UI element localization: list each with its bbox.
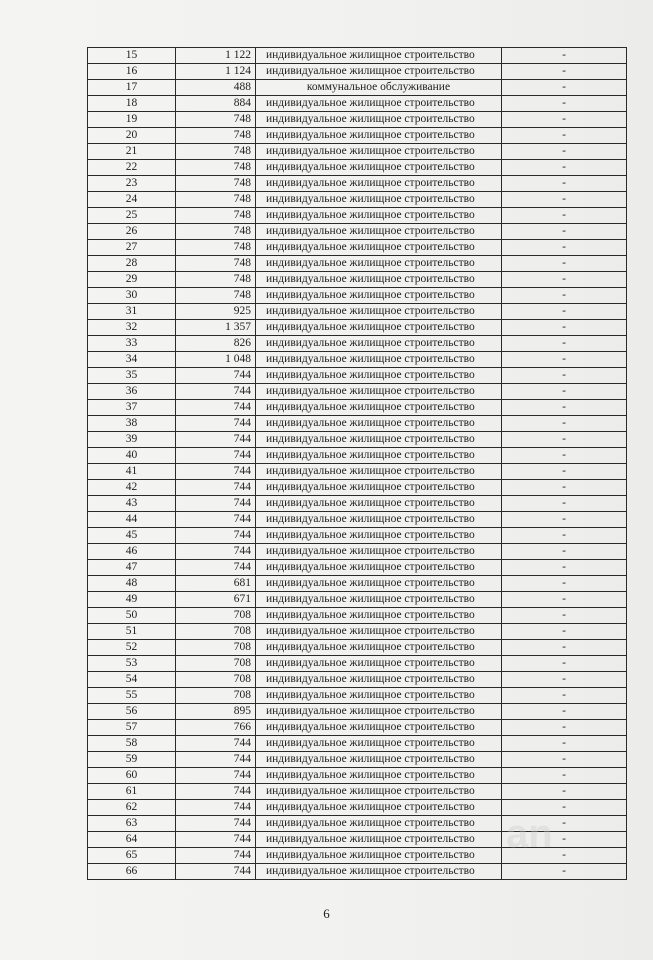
row-number-cell: 37 [88, 400, 176, 416]
table-row [88, 208, 627, 224]
table-row [88, 640, 627, 656]
land-use-cell: индивидуальное жилищное строительство [256, 864, 502, 880]
row-number-cell: 30 [88, 288, 176, 304]
note-cell: - [502, 336, 627, 352]
note-cell: - [502, 288, 627, 304]
area-cell: 744 [176, 736, 256, 752]
note-cell: - [502, 496, 627, 512]
land-use-cell: индивидуальное жилищное строительство [256, 528, 502, 544]
row-number-cell: 26 [88, 224, 176, 240]
area-cell: 744 [176, 384, 256, 400]
area-cell: 744 [176, 800, 256, 816]
note-cell: - [502, 48, 627, 64]
note-cell: - [502, 416, 627, 432]
table-row [88, 256, 627, 272]
note-cell: - [502, 80, 627, 96]
area-cell: 744 [176, 528, 256, 544]
note-cell: - [502, 768, 627, 784]
area-cell: 671 [176, 592, 256, 608]
land-use-cell: индивидуальное жилищное строительство [256, 608, 502, 624]
land-use-cell: индивидуальное жилищное строительство [256, 624, 502, 640]
row-number-cell: 45 [88, 528, 176, 544]
area-cell: 748 [176, 160, 256, 176]
note-cell: - [502, 304, 627, 320]
area-cell: 748 [176, 128, 256, 144]
land-plots-table [87, 47, 627, 880]
table-row [88, 624, 627, 640]
land-use-cell: индивидуальное жилищное строительство [256, 96, 502, 112]
area-cell: 708 [176, 640, 256, 656]
table-row [88, 688, 627, 704]
area-cell: 744 [176, 432, 256, 448]
land-use-cell: индивидуальное жилищное строительство [256, 336, 502, 352]
note-cell: - [502, 736, 627, 752]
row-number-cell: 36 [88, 384, 176, 400]
area-cell: 1 122 [176, 48, 256, 64]
table-row [88, 96, 627, 112]
land-use-cell: индивидуальное жилищное строительство [256, 400, 502, 416]
land-use-cell: индивидуальное жилищное строительство [256, 544, 502, 560]
land-use-cell: индивидуальное жилищное строительство [256, 240, 502, 256]
page-number: 6 [323, 906, 330, 921]
row-number-cell: 38 [88, 416, 176, 432]
table-row [88, 128, 627, 144]
land-use-cell: индивидуальное жилищное строительство [256, 736, 502, 752]
area-cell: 895 [176, 704, 256, 720]
area-cell: 744 [176, 368, 256, 384]
table-row [88, 800, 627, 816]
note-cell: - [502, 544, 627, 560]
table-row [88, 544, 627, 560]
row-number-cell: 15 [88, 48, 176, 64]
row-number-cell: 46 [88, 544, 176, 560]
note-cell: - [502, 224, 627, 240]
row-number-cell: 53 [88, 656, 176, 672]
note-cell: - [502, 480, 627, 496]
row-number-cell: 50 [88, 608, 176, 624]
area-cell: 744 [176, 496, 256, 512]
table-row [88, 864, 627, 880]
land-use-cell: индивидуальное жилищное строительство [256, 672, 502, 688]
row-number-cell: 42 [88, 480, 176, 496]
land-use-cell: индивидуальное жилищное строительство [256, 384, 502, 400]
table-row [88, 304, 627, 320]
table-row [88, 656, 627, 672]
row-number-cell: 21 [88, 144, 176, 160]
land-use-cell: индивидуальное жилищное строительство [256, 256, 502, 272]
row-number-cell: 40 [88, 448, 176, 464]
note-cell: - [502, 272, 627, 288]
land-use-cell: индивидуальное жилищное строительство [256, 720, 502, 736]
table-row [88, 528, 627, 544]
table-row [88, 848, 627, 864]
table-row [88, 336, 627, 352]
land-use-cell: индивидуальное жилищное строительство [256, 128, 502, 144]
area-cell: 744 [176, 480, 256, 496]
table-row [88, 320, 627, 336]
row-number-cell: 20 [88, 128, 176, 144]
land-use-cell: индивидуальное жилищное строительство [256, 368, 502, 384]
table-row [88, 576, 627, 592]
note-cell: - [502, 864, 627, 880]
row-number-cell: 51 [88, 624, 176, 640]
area-cell: 708 [176, 688, 256, 704]
land-use-cell: индивидуальное жилищное строительство [256, 752, 502, 768]
table-row [88, 480, 627, 496]
note-cell: - [502, 688, 627, 704]
area-cell: 766 [176, 720, 256, 736]
area-cell: 748 [176, 112, 256, 128]
land-use-cell: индивидуальное жилищное строительство [256, 832, 502, 848]
table-row [88, 832, 627, 848]
area-cell: 748 [176, 144, 256, 160]
row-number-cell: 58 [88, 736, 176, 752]
table-row [88, 112, 627, 128]
land-use-cell: индивидуальное жилищное строительство [256, 288, 502, 304]
land-use-cell: индивидуальное жилищное строительство [256, 480, 502, 496]
area-cell: 748 [176, 272, 256, 288]
row-number-cell: 62 [88, 800, 176, 816]
row-number-cell: 41 [88, 464, 176, 480]
note-cell: - [502, 464, 627, 480]
note-cell: - [502, 624, 627, 640]
area-cell: 744 [176, 544, 256, 560]
land-use-cell: индивидуальное жилищное строительство [256, 208, 502, 224]
land-use-cell: индивидуальное жилищное строительство [256, 816, 502, 832]
row-number-cell: 32 [88, 320, 176, 336]
note-cell: - [502, 720, 627, 736]
note-cell: - [502, 160, 627, 176]
table-row [88, 608, 627, 624]
area-cell: 748 [176, 192, 256, 208]
area-cell: 744 [176, 560, 256, 576]
row-number-cell: 64 [88, 832, 176, 848]
table-row [88, 224, 627, 240]
land-use-cell: индивидуальное жилищное строительство [256, 464, 502, 480]
row-number-cell: 65 [88, 848, 176, 864]
land-use-cell: индивидуальное жилищное строительство [256, 432, 502, 448]
area-cell: 884 [176, 96, 256, 112]
note-cell: - [502, 784, 627, 800]
table-row [88, 752, 627, 768]
area-cell: 1 124 [176, 64, 256, 80]
note-cell: - [502, 832, 627, 848]
table-row [88, 768, 627, 784]
note-cell: - [502, 640, 627, 656]
land-use-cell: индивидуальное жилищное строительство [256, 352, 502, 368]
row-number-cell: 54 [88, 672, 176, 688]
table-row [88, 448, 627, 464]
row-number-cell: 18 [88, 96, 176, 112]
row-number-cell: 43 [88, 496, 176, 512]
note-cell: - [502, 432, 627, 448]
row-number-cell: 61 [88, 784, 176, 800]
table-row [88, 80, 627, 96]
area-cell: 488 [176, 80, 256, 96]
table-row [88, 352, 627, 368]
note-cell: - [502, 208, 627, 224]
note-cell: - [502, 560, 627, 576]
land-use-cell: коммунальное обслуживание [256, 80, 502, 96]
row-number-cell: 31 [88, 304, 176, 320]
table-row [88, 736, 627, 752]
land-use-cell: индивидуальное жилищное строительство [256, 112, 502, 128]
row-number-cell: 44 [88, 512, 176, 528]
row-number-cell: 19 [88, 112, 176, 128]
area-cell: 925 [176, 304, 256, 320]
area-cell: 744 [176, 864, 256, 880]
table-row [88, 432, 627, 448]
area-cell: 744 [176, 464, 256, 480]
area-cell: 681 [176, 576, 256, 592]
land-use-cell: индивидуальное жилищное строительство [256, 576, 502, 592]
row-number-cell: 52 [88, 640, 176, 656]
table-row [88, 672, 627, 688]
table-row [88, 48, 627, 64]
note-cell: - [502, 320, 627, 336]
table-row [88, 592, 627, 608]
land-use-cell: индивидуальное жилищное строительство [256, 64, 502, 80]
area-cell: 708 [176, 624, 256, 640]
area-cell: 744 [176, 784, 256, 800]
row-number-cell: 56 [88, 704, 176, 720]
row-number-cell: 23 [88, 176, 176, 192]
land-use-cell: индивидуальное жилищное строительство [256, 848, 502, 864]
land-use-cell: индивидуальное жилищное строительство [256, 192, 502, 208]
note-cell: - [502, 400, 627, 416]
land-use-cell: индивидуальное жилищное строительство [256, 656, 502, 672]
row-number-cell: 29 [88, 272, 176, 288]
area-cell: 744 [176, 512, 256, 528]
table-row [88, 784, 627, 800]
table-row [88, 416, 627, 432]
area-cell: 744 [176, 752, 256, 768]
table-row [88, 720, 627, 736]
table-row [88, 192, 627, 208]
note-cell: - [502, 752, 627, 768]
table-row [88, 288, 627, 304]
row-number-cell: 35 [88, 368, 176, 384]
row-number-cell: 55 [88, 688, 176, 704]
area-cell: 826 [176, 336, 256, 352]
area-cell: 744 [176, 400, 256, 416]
note-cell: - [502, 368, 627, 384]
land-use-cell: индивидуальное жилищное строительство [256, 640, 502, 656]
row-number-cell: 25 [88, 208, 176, 224]
row-number-cell: 47 [88, 560, 176, 576]
note-cell: - [502, 176, 627, 192]
row-number-cell: 28 [88, 256, 176, 272]
land-use-cell: индивидуальное жилищное строительство [256, 176, 502, 192]
row-number-cell: 16 [88, 64, 176, 80]
note-cell: - [502, 64, 627, 80]
note-cell: - [502, 448, 627, 464]
area-cell: 748 [176, 224, 256, 240]
area-cell: 748 [176, 240, 256, 256]
table-row [88, 384, 627, 400]
row-number-cell: 59 [88, 752, 176, 768]
table-body [88, 48, 627, 880]
area-cell: 748 [176, 288, 256, 304]
row-number-cell: 22 [88, 160, 176, 176]
note-cell: - [502, 128, 627, 144]
note-cell: - [502, 528, 627, 544]
land-use-cell: индивидуальное жилищное строительство [256, 496, 502, 512]
table-row [88, 816, 627, 832]
note-cell: - [502, 848, 627, 864]
area-cell: 708 [176, 656, 256, 672]
note-cell: - [502, 96, 627, 112]
table-row [88, 240, 627, 256]
row-number-cell: 63 [88, 816, 176, 832]
table-row [88, 144, 627, 160]
note-cell: - [502, 656, 627, 672]
note-cell: - [502, 576, 627, 592]
row-number-cell: 17 [88, 80, 176, 96]
area-cell: 708 [176, 672, 256, 688]
area-cell: 748 [176, 256, 256, 272]
land-use-cell: индивидуальное жилищное строительство [256, 560, 502, 576]
note-cell: - [502, 816, 627, 832]
land-use-cell: индивидуальное жилищное строительство [256, 416, 502, 432]
land-use-cell: индивидуальное жилищное строительство [256, 48, 502, 64]
land-use-cell: индивидуальное жилищное строительство [256, 320, 502, 336]
land-use-cell: индивидуальное жилищное строительство [256, 224, 502, 240]
table-row [88, 64, 627, 80]
note-cell: - [502, 192, 627, 208]
area-cell: 744 [176, 832, 256, 848]
land-use-cell: индивидуальное жилищное строительство [256, 160, 502, 176]
table-row [88, 400, 627, 416]
area-cell: 748 [176, 176, 256, 192]
row-number-cell: 66 [88, 864, 176, 880]
area-cell: 748 [176, 208, 256, 224]
land-use-cell: индивидуальное жилищное строительство [256, 800, 502, 816]
land-use-cell: индивидуальное жилищное строительство [256, 784, 502, 800]
row-number-cell: 60 [88, 768, 176, 784]
area-cell: 1 357 [176, 320, 256, 336]
table-row [88, 704, 627, 720]
row-number-cell: 57 [88, 720, 176, 736]
watermark-logo: an [506, 812, 553, 856]
table-row [88, 560, 627, 576]
table-row [88, 160, 627, 176]
row-number-cell: 34 [88, 352, 176, 368]
note-cell: - [502, 672, 627, 688]
note-cell: - [502, 592, 627, 608]
area-cell: 744 [176, 448, 256, 464]
row-number-cell: 24 [88, 192, 176, 208]
row-number-cell: 39 [88, 432, 176, 448]
land-use-cell: индивидуальное жилищное строительство [256, 448, 502, 464]
land-use-cell: индивидуальное жилищное строительство [256, 512, 502, 528]
table-row [88, 512, 627, 528]
note-cell: - [502, 240, 627, 256]
note-cell: - [502, 384, 627, 400]
land-use-cell: индивидуальное жилищное строительство [256, 704, 502, 720]
area-cell: 1 048 [176, 352, 256, 368]
land-use-cell: индивидуальное жилищное строительство [256, 272, 502, 288]
note-cell: - [502, 352, 627, 368]
area-cell: 708 [176, 608, 256, 624]
row-number-cell: 33 [88, 336, 176, 352]
row-number-cell: 27 [88, 240, 176, 256]
note-cell: - [502, 800, 627, 816]
note-cell: - [502, 256, 627, 272]
area-cell: 744 [176, 816, 256, 832]
area-cell: 744 [176, 768, 256, 784]
table-row [88, 368, 627, 384]
note-cell: - [502, 512, 627, 528]
table-row [88, 464, 627, 480]
land-use-cell: индивидуальное жилищное строительство [256, 592, 502, 608]
area-cell: 744 [176, 416, 256, 432]
note-cell: - [502, 608, 627, 624]
table-row [88, 496, 627, 512]
area-cell: 744 [176, 848, 256, 864]
row-number-cell: 49 [88, 592, 176, 608]
land-use-cell: индивидуальное жилищное строительство [256, 144, 502, 160]
note-cell: - [502, 144, 627, 160]
note-cell: - [502, 704, 627, 720]
land-use-cell: индивидуальное жилищное строительство [256, 768, 502, 784]
table-row [88, 176, 627, 192]
land-use-cell: индивидуальное жилищное строительство [256, 688, 502, 704]
table-row [88, 272, 627, 288]
land-use-cell: индивидуальное жилищное строительство [256, 304, 502, 320]
row-number-cell: 48 [88, 576, 176, 592]
note-cell: - [502, 112, 627, 128]
